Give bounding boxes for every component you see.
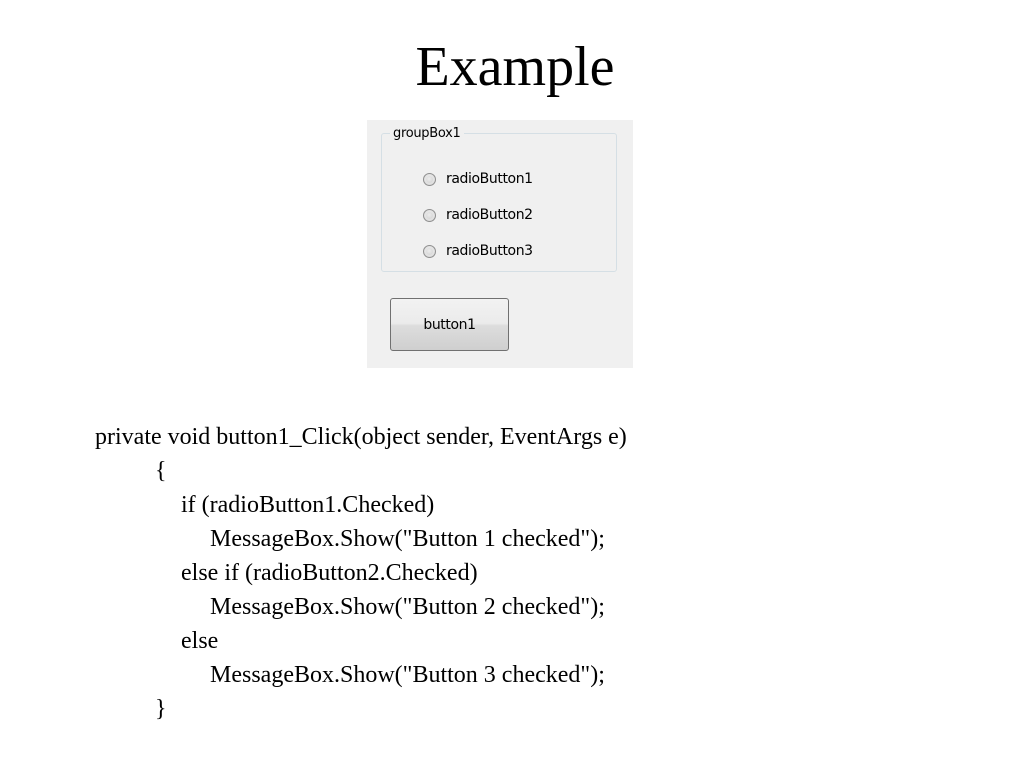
radio-button-2[interactable] <box>423 206 533 224</box>
code-line: MessageBox.Show("Button 1 checked"); <box>210 526 605 552</box>
code-line: private void button1_Click(object sender, EventArgs e) <box>95 424 627 450</box>
code-listing <box>95 420 627 726</box>
button1[interactable]: button1 <box>390 298 509 351</box>
code-line: if (radioButton1.Checked) <box>181 492 435 518</box>
code-line: } <box>155 696 167 722</box>
radio-circle-icon[interactable] <box>423 209 436 222</box>
group-box-label: groupBox1 <box>390 126 464 142</box>
code-line: MessageBox.Show("Button 2 checked"); <box>210 594 605 620</box>
radio-button-label[interactable]: radioButton2 <box>446 207 533 223</box>
radio-button-3[interactable] <box>423 242 533 260</box>
radio-circle-icon[interactable] <box>423 173 436 186</box>
code-line: { <box>155 458 167 484</box>
radio-button-1[interactable] <box>423 170 533 188</box>
code-line: else <box>181 628 219 654</box>
radio-button-label[interactable]: radioButton1 <box>446 171 533 187</box>
group-box <box>381 126 617 272</box>
slide-title: Example <box>415 36 615 98</box>
code-line: else if (radioButton2.Checked) <box>181 560 478 586</box>
form-preview <box>367 120 633 368</box>
radio-button-label[interactable]: radioButton3 <box>446 243 533 259</box>
code-line: MessageBox.Show("Button 3 checked"); <box>210 662 605 688</box>
radio-circle-icon[interactable] <box>423 245 436 258</box>
